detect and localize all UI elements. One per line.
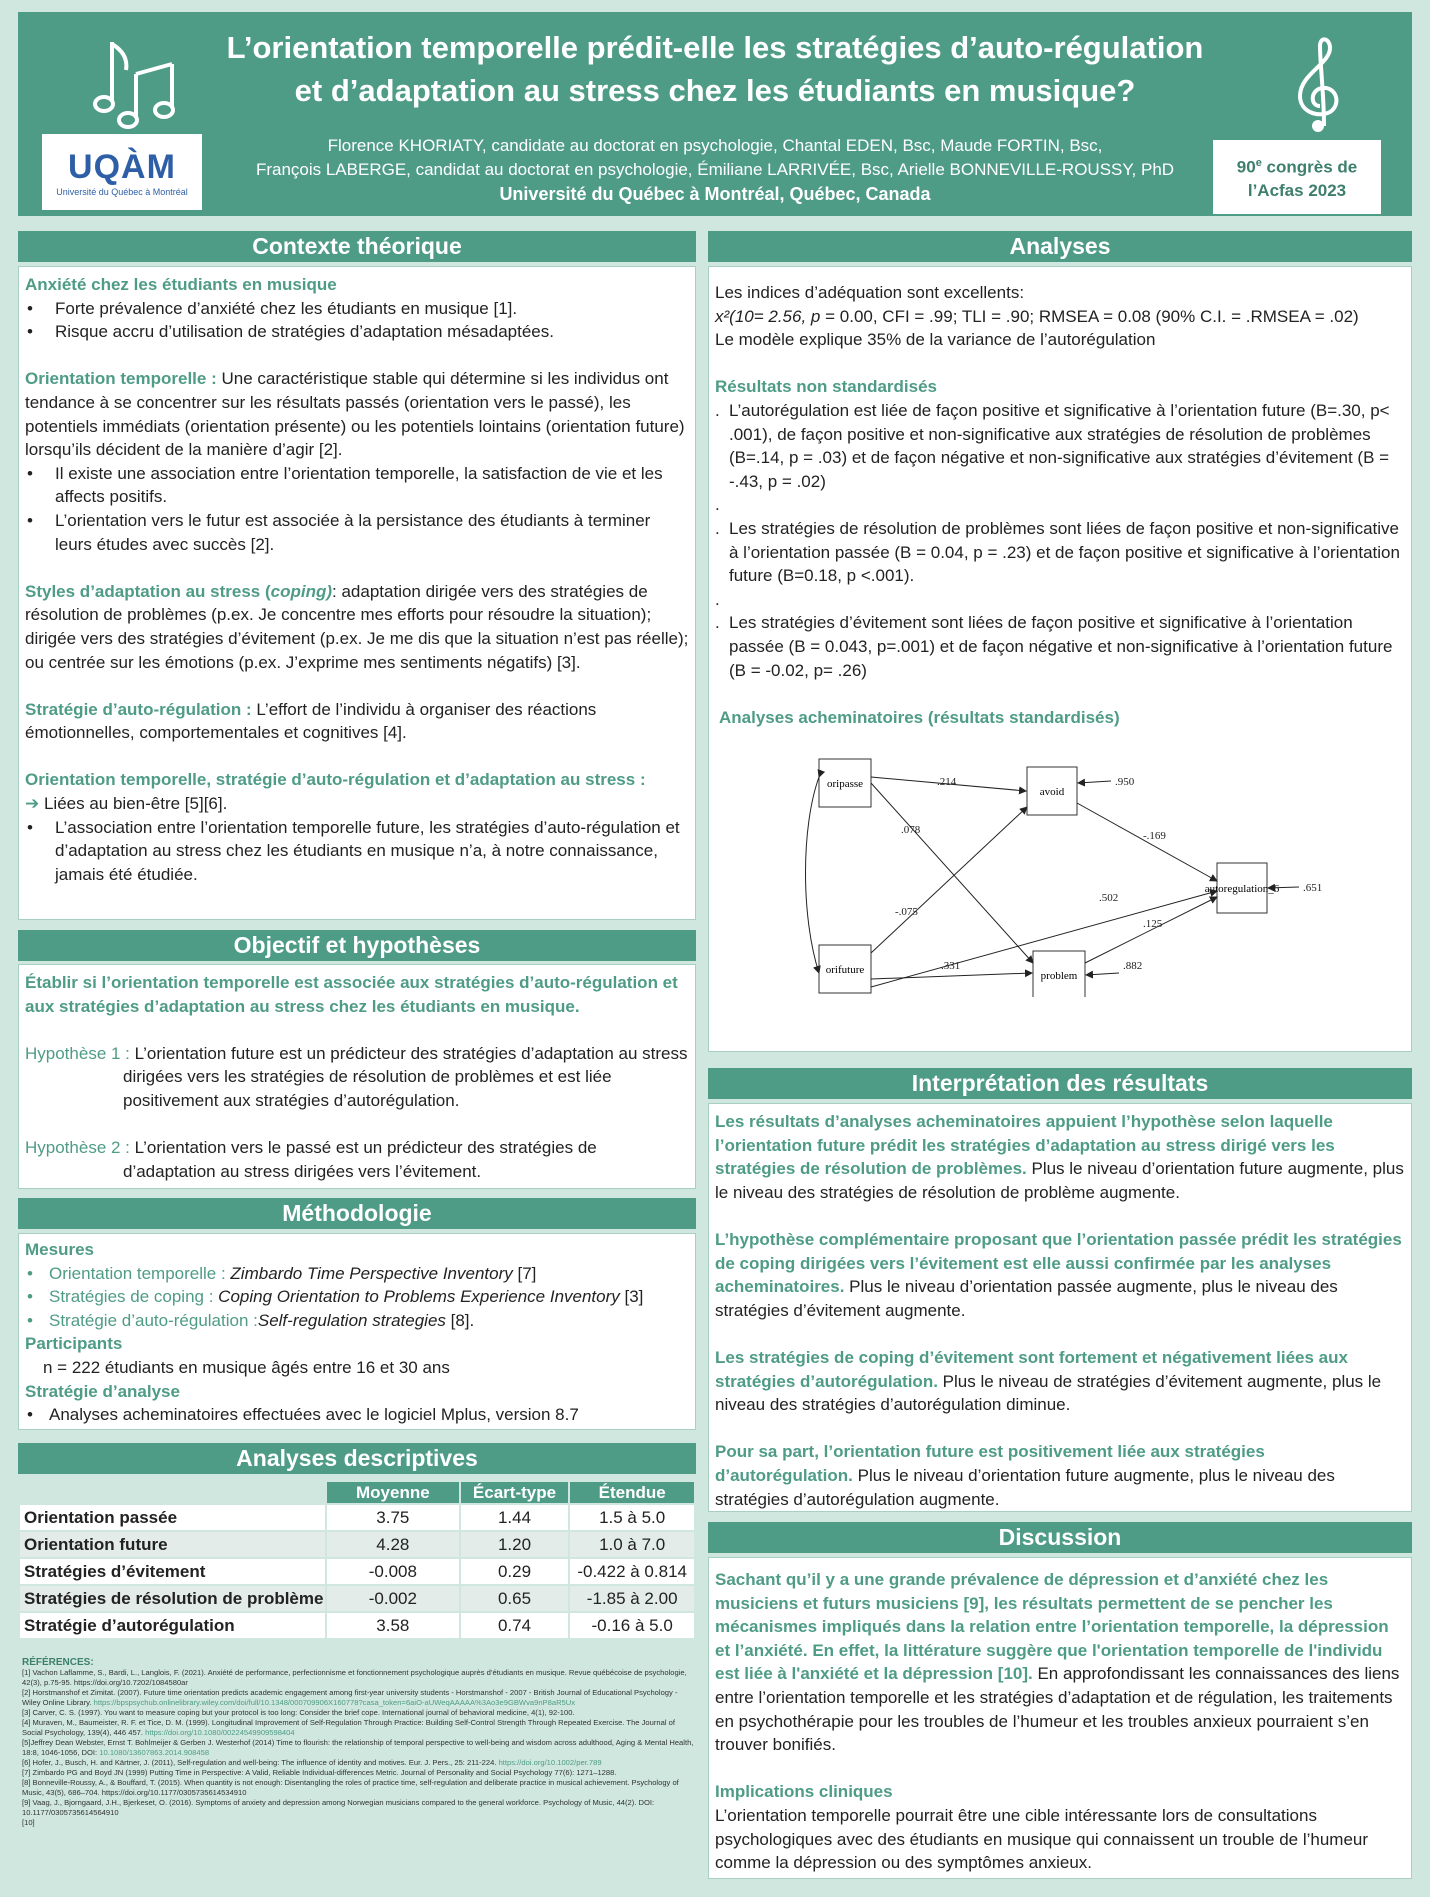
styles-paragraph: Styles d’adaptation au stress (coping): adaptation dirigée vers des stratégies de résolution de problèmes (p.ex. Je concentre mes efforts pour résoudre la situation); dirigée vers des stratégies d’évitement (p.ex. Je me dis que la situation n’est pas réelle); ou centrée sur les émotions (p.ex. J’exprime mes sentiments négatifs) [3]. [25,581,689,672]
list-item: • L’association entre l’orientation temporelle future, les stratégies d’auto-régulation et d’adaptation au stress chez les étudiants en musique n’a, à notre connaissance, jamais été étudiée. [25,816,689,887]
autoreg-paragraph: Stratégie d’auto-régulation : L’effort de l’individu à organiser des réactions émotionnelles, comportementales et cognitives [4]. [25,699,597,743]
interpretation-paragraph: Les résultats d’analyses acheminatoires appuient l’hypothèse selon laquelle l’orientation future prédit les stratégies d’adaptation au stress dirigé vers les stratégies de résolution de problèmes. Plus le niveau d’orientation future augmente, plus le niveau des stratégies de résolution de problème augmente. [715,1112,1404,1202]
column-header [19,1481,326,1504]
list-item: • Stratégie d’auto-régulation :Self-regulation strategies [8]. [25,1309,689,1333]
analyses-panel [708,266,1412,1052]
list-item: • Stratégies de coping : Coping Orientation to Problems Experience Inventory [3] [25,1285,689,1309]
coef-label: .125 [1143,918,1163,930]
university: Université du Québec à Montréal, Québec, Canada [499,184,931,204]
reference-item: [7] Zimbardo PG and Boyd JN (1999) Putting Time in Perspective: A Valid, Reliable Individual-differences Metric. Journal of Personality and Social Psychology 77(6): 1271–1288. [22,1768,617,1777]
music-notes-icon [92,34,184,130]
node-label: autoregulation_6 [1204,883,1280,895]
reference-item: [2] Horstmanshof et Zimitat. (2007). Future time orientation predicts academic engagement among first-year university students - Horstmanshof - 2007 - British Journal of Educational Psychology - Wiley Online Library. https://bpspsychub.onlinelibrary.wiley.com/doi/full/10.1348/000709906X160778?casa_token=6aiO-aUWeqAAAAA%3Ao3e9GBWva9nP8aR5Ux [22,1688,678,1707]
discussion-paragraph: Sachant qu’il y a une grande prévalence de dépression et d’anxiété chez les musiciens et futurs musiciens [9], les résultats permettent de se pencher les mécanismes impliqués dans la relation entre l’orientation temporelle, la dépression et l’anxiété. En effet, la littérature suggère que l'orientation temporelle de l'individu est liée à l'anxiété et la dépression [10]. En approfondissant les connaissances des liens entre l’orientation temporelle et les stratégies d’adaptation et de régulation, les traitements en psychothérapie pour les troubles de l’humeur et les troubles anxieux pourraient s’en trouver bonifiés. [715,1570,1400,1755]
treble-clef-icon [1290,34,1350,132]
list-item: • Analyses acheminatoires effectuées avec le logiciel Mplus, version 8.7 [25,1403,689,1427]
hypothesis-1: Hypothèse 1 : L’orientation future est un prédicteur des stratégies d’adaptation au stress dirigées vers les stratégies de résolution de problèmes et est liée positivement aux stratégies d’autorégulation. [25,1043,688,1110]
coef-label: .502 [1099,892,1119,904]
node-label: problem [1040,970,1078,982]
reference-item: [5]Jeffrey Dean Webster, Ernst T. Bohlmeijer & Gerben J. Westerhof (2014) Time to flourish: the relationship of temporal perspective to well-being and wisdom across adulthood, Aging & Mental Health, 18:8, 1046-1056, DOI: 10.1080/13607863.2014.908458 [22,1738,694,1757]
section-heading-interpretation: Interprétation des résultats [708,1068,1412,1099]
contexte-panel [18,266,696,920]
list-item: . L’autorégulation est liée de façon positive et significative à l’orientation future (B=.30, p< .001), de façon positive et non-significative aux stratégies de résolution de problèmes (B=.14, p = .03) et de façon négative et non-significative aux stratégies d’évitement (B = -.43, p = .02) [715,399,1405,493]
column-header: Étendue [569,1481,695,1504]
fit-line-2: x²(10= 2.56, p = 0.00, CFI = .99; TLI = .90; RMSEA = 0.08 (90% C.I. = .RMSEA = .02) [715,306,1359,326]
list-item: • Il existe une association entre l’orientation temporelle, la satisfaction de vie et les affects positifs. [25,462,689,509]
fit-line-1: Les indices d’adéquation sont excellents: [715,283,1025,302]
interpretation-paragraph: Les stratégies de coping d’évitement sont fortement et négativement liées aux stratégies d’autorégulation. Plus le niveau de stratégies d’évitement augmente, plus le niveau des stratégies d’autorégulation diminue. [715,1347,1382,1415]
section-heading-analyses: Analyses [708,231,1412,262]
column-header: Moyenne [326,1481,460,1504]
reference-item: [6] Hofer, J., Busch, H. and Kärtner, J. (2011), Self-regulation and well-being: The influence of identity and motives. Eur. J. Pers., 25: 211-224. https://doi.org/10.1002/per.789 [22,1758,602,1767]
table-row: Orientation future 4.28 1.20 1.0 à 7.0 [19,1531,695,1558]
section-heading-discussion: Discussion [708,1522,1412,1553]
node-label: orifuture [825,964,865,976]
interpretation-panel [708,1103,1412,1512]
references: RÉFÉRENCES: [1] Vachon Laflamme, S., Bardi, L., Langlois, F. (2021). Anxiété de performance, perfectionnisme et fonctionnement psychologique auprès d’étudiants en musique. Revue québécoise de psychologie, 42(3), p.75-95. https://doi.org/10.7202/1084580ar [2] Horstmanshof et Zimitat. (2007). Future time orientation predicts academic engagement among first-year university students - Horstmanshof - 2007 - British Journal of Educational Psychology - Wiley Online Library. https://bpspsychub.onlinelibrary.wiley.com/doi/full/10.1348/000709906X160778?casa_token=6aiO-aUWeqAAAAA%3Ao3e9GBWva9nP8aR5Ux [3] Carver, C. S. (1997). You want to measure coping but your protocol is too long: Consider the brief cope. International journal of behavioral medicine, 4(1), 92-100. [4] Muraven, M., Baumeister, R. F. et Tice, D. M. (1999). Longitudinal Improvement of Self-Regulation Through Practice: Building Self-Control Strength Through Repeated Exercise. The Journal of Social Psychology, 139(4), 446 457. https://doi.org/10.1080/00224549909598404 [5]Jeffrey Dean Webster, Ernst T. Bohlmeijer & Gerben J. Westerhof (2014) Time to flourish: the relationship of temporal perspective to well-being and wisdom across adulthood, Aging & Mental Health, 18:8, 1046-1056, DOI: 10.1080/13607863.2014.908458 [6] Hofer, J., Busch, H. and Kärtner, J. (2011), Self-regulation and well-being: The influence of identity and motives. Eur. J. Pers., 25: 211-224. https://doi.org/10.1002/per.789 [7] Zimbardo PG and Boyd JN (1999) Putting Time in Perspective: A Valid, Reliable Individual-differences Metric. Journal of Personality and Social Psychology 77(6): 1271–1288. [8] Bonneville-Roussy, A., & Bouffard, T. (2015). When quantity is not enough: Disentangling the roles of practice time, self-regulation and deliberate practice in musical achievement. Psychology of Music, 43(5), 686–704. https://doi.org/10.1177/0305735614534910 [9] Vaag, J., Bjorngaard, J.H., Bjerkeset, O. (2016). Symptoms of anxiety and depression among Norwegian musicians compared to the general workforce. Psychology of Music, 44(2). DOI: 10.1177/0305735614564910 [10] [22,1658,696,1828]
methodo-panel [18,1233,696,1430]
list-item: . Les stratégies d’évitement sont liées de façon positive et significative à l’orientation passée (B = 0.043, p=.001) et de façon négative et non-significative à l’orientation future (B = -0.02, p= .26) [715,611,1405,682]
interpretation-paragraph: L’hypothèse complémentaire proposant que l’orientation passée prédit les stratégies de coping dirigées vers l’évitement est elle aussi confirmée par les analyses acheminatoires. Plus le niveau d’orientation passée augmente, plus le niveau des stratégies d’évitement augmente. [715,1229,1402,1320]
hypothesis-2: Hypothèse 2 : L’orientation vers le passé est un prédicteur des stratégies de d’adaptation au stress dirigées vers l’évitement. [25,1138,597,1181]
mesures-list [25,1262,689,1333]
coef-label: .950 [1115,776,1135,788]
coef-label: -.075 [895,906,918,918]
acfas-badge: 90e congrès de l’Acfas 2023 [1213,140,1381,214]
column-header: Écart-type [460,1481,570,1504]
reference-item: [1] Vachon Laflamme, S., Bardi, L., Langlois, F. (2021). Anxiété de performance, perfectionnisme et fonctionnement psychologique auprès d’étudiants en musique. Revue québécoise de psychologie, 42(3), p.75-95. https://doi.org/10.7202/1084580ar [22,1668,687,1687]
lien-list [25,816,689,887]
table-row: Stratégies de résolution de problème -0.002 0.65 -1.85 à 2.00 [19,1585,695,1612]
list-item: • Orientation temporelle : Zimbardo Time Perspective Inventory [7] [25,1262,689,1286]
section-heading-contexte: Contexte théorique [18,231,696,262]
list-item: . Les stratégies de résolution de problèmes sont liées de façon positive et non-significative à l’orientation passée (B = 0.04, p = .23) et de façon positive et significative à l’orientation future (B=0.18, p <.001). [715,517,1405,588]
authors: Florence KHORIATY, candidate au doctorat en psychologie, Chantal EDEN, Bsc, Maude FORTIN, Bsc, François LABERGE, candidat au doctorat en psychologie, Émiliane LARRIVÉE, Bsc, Arielle BONNEVILLE-ROUSSY, PhD Université du Québec à Montréal, Québec, Canada [198,134,1232,206]
strategie-list [25,1403,689,1427]
anxiete-title: Anxiété chez les étudiants en musique [25,275,337,294]
coef-label: .331 [941,960,961,972]
section-heading-descriptives: Analyses descriptives [18,1443,696,1474]
list-item: • L’orientation vers le futur est associée à la persistance des étudiants à terminer leurs études avec succès [2]. [25,509,689,556]
coef-label: .214 [937,776,957,788]
coef-label: .078 [901,824,921,836]
path-diagram [715,747,1405,997]
participants-text: n = 222 étudiants en musique âgés entre 16 et 30 ans [43,1357,450,1377]
discussion-panel [708,1557,1412,1879]
section-heading-methodologie: Méthodologie [18,1198,696,1229]
fit-line-3: Le modèle explique 35% de la variance de l’autorégulation [715,330,1156,350]
list-item: • Forte prévalence d’anxiété chez les étudiants en musique [1]. [25,297,689,321]
implications-title: Implications cliniques [715,1782,893,1802]
lien-title: Orientation temporelle, stratégie d’auto-régulation et d’adaptation au stress : [25,770,646,790]
node-label: oripasse [826,778,864,790]
reference-item: [3] Carver, C. S. (1997). You want to measure coping but your protocol is too long: Consider the brief cope. International journal of behavioral medicine, 4(1), 92-100. [22,1708,575,1717]
reference-item: [9] Vaag, J., Bjorngaard, J.H., Bjerkeset, O. (2016). Symptoms of anxiety and depression among Norwegian musicians compared to the general workforce. Psychology of Music, 44(2). DOI: 10.1177/0305735614564910 [22,1798,655,1817]
section-heading-objectif: Objectif et hypothèses [18,930,696,961]
anxiete-list [25,297,689,344]
goal-text: Établir si l’orientation temporelle est associée aux stratégies d’auto-régulation et aux stratégies d’adaptation au stress chez les étudiants en musique. [25,973,678,1016]
coef-label: .882 [1123,960,1143,972]
implications-text: L’orientation temporelle pourrait être une cible intéressante lors de consultations psychologiques avec des étudiants en musique qui connaissent un trouble de l’humeur comme la dépression ou des symptômes anxieux. [715,1805,1369,1873]
reference-item: [10] [22,1818,35,1827]
mesures-title: Mesures [25,1240,94,1259]
poster-title: L’orientation temporelle prédit-elle les stratégies d’auto-régulation et d’adaptation au stress chez les étudiants en musique? [226,30,1204,108]
orientation-paragraph: Orientation temporelle : Une caractéristique stable qui détermine si les individus ont tendance à se concentrer sur les résultats passés (orientation vers le passé), les potentiels immédiats (orientation présente) ou les potentiels lointains (orientation future) lorsqu’ils décident de la manière d’agir [2]. [25,369,685,460]
reference-item: [8] Bonneville-Roussy, A., & Bouffard, T. (2015). When quantity is not enough: Disentangling the roles of practice time, self-regulation and deliberate practice in musical achievement. Psychology of Music, 43(5), 686–704. https://doi.org/10.1177/0305735614534910 [22,1778,679,1797]
node-label: avoid [1039,786,1065,798]
nonstd-title: Résultats non standardisés [715,377,938,397]
nonstd-list [715,399,1405,682]
list-item: • Risque accru d’utilisation de stratégies d’adaptation mésadaptées. [25,320,689,344]
arrow-right-icon: ➔ [25,794,40,814]
table-row: Orientation passée 3.75 1.44 1.5 à 5.0 [19,1504,695,1531]
reference-item: [4] Muraven, M., Baumeister, R. F. et Tice, D. M. (1999). Longitudinal Improvement of Self-Regulation Through Practice: Building Self-Control Strength Through Repeated Exercise. The Journal of Social Psychology, 139(4), 446 457. https://doi.org/10.1080/00224549909598404 [22,1718,675,1737]
uqam-logo: UQÀM Université du Québec à Montréal [42,134,202,210]
poster-header [18,12,1412,216]
coef-label: -.169 [1143,830,1166,842]
strategie-title: Stratégie d’analyse [25,1381,180,1401]
lien-arrow-line: ➔ Liées au bien-être [5][6]. [25,794,228,814]
table-header-row [19,1481,695,1504]
orientation-list [25,462,689,556]
table-row: Stratégies d’évitement -0.008 0.29 -0.422 à 0.814 [19,1558,695,1585]
descriptives-table [18,1480,696,1640]
path-title: Analyses acheminatoires (résultats standardisés) [719,707,1120,727]
interpretation-paragraph: Pour sa part, l’orientation future est positivement liée aux stratégies d’autorégulation. Plus le niveau d’orientation future augmente, plus le niveau des stratégies d’autorégulation augmente. [715,1442,1335,1509]
participants-title: Participants [25,1334,123,1354]
coef-label: .651 [1303,882,1323,894]
table-row: Stratégie d’autorégulation 3.58 0.74 -0.16 à 5.0 [19,1612,695,1639]
objectif-panel [18,964,696,1189]
